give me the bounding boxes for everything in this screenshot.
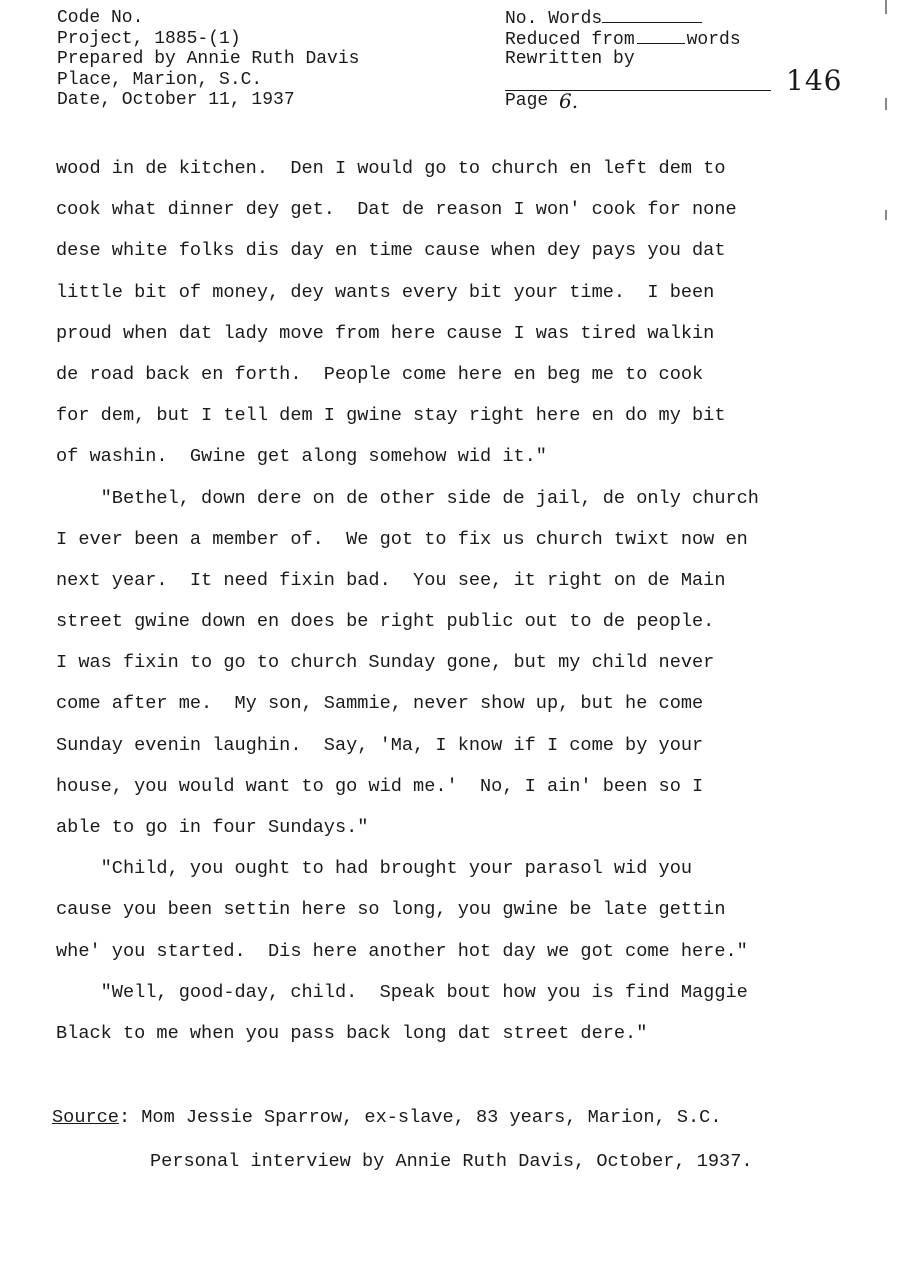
text-line: house, you would want to go wid me.' No, I ain' been so I [56,775,704,797]
page-number: 6. [559,89,579,113]
text-line: whe' you started. Dis here another hot day we got come here." [56,940,748,962]
reduced-from-line [505,29,741,50]
text-line: cause you been settin here so long, you gwine be late gettin [56,899,726,921]
place: Place, Marion, S.C. [57,69,263,90]
words-label: words [686,29,741,50]
text-line: "Child, you ought to had brought your parasol wid you [56,858,693,880]
text-line: Sunday evenin laughin. Say, 'Ma, I know if I come by your [56,734,704,756]
project: Project, 1885-(1) [57,28,241,49]
source-label: Source [52,1107,119,1128]
text-line: de road back en forth. People come here en beg me to cook [56,363,704,385]
text-line: "Well, good-day, child. Speak bout how you is find Maggie [56,981,748,1003]
text-line: dese white folks dis day en time cause when dey pays you dat [56,240,726,262]
no-words-line [505,8,741,29]
text-line: I was fixin to go to church Sunday gone, but my child never [56,652,715,674]
source-line [52,1104,722,1132]
text-line: of washin. Gwine get along somehow wid it." [56,446,547,468]
source-interview-line: Personal interview by Annie Ruth Davis, October, 1937. [150,1151,753,1172]
header-word-count-block [505,8,741,70]
rewritten-by-label: Rewritten by [505,49,635,69]
text-line: I ever been a member of. We got to fix us church twixt now en [56,528,748,550]
text-line: able to go in four Sundays." [56,817,369,838]
stamped-page-number: 146 [786,64,843,97]
interview-text [56,155,856,1061]
text-line: for dem, but I tell dem I gwine stay right here en do my bit [56,405,726,427]
scan-edge-mark [885,210,887,220]
text-line: Black to me when you pass back long dat street dere." [56,1022,648,1044]
page-label: Page [505,91,549,111]
code-no: Code No. [57,8,144,28]
header-info-block [57,8,359,111]
no-words-label: No. Words [505,9,603,29]
date: Date, October 11, 1937 [57,90,295,110]
page-number-line [505,88,578,111]
text-line: little bit of money, dey wants every bit your time. I been [56,281,715,303]
scan-edge-mark [885,98,887,110]
text-line: next year. It need fixin bad. You see, it right on de Main [56,569,726,591]
no-words-blank [602,8,702,23]
text-line: proud when dat lady move from here cause I was tired walkin [56,322,715,344]
scan-edge-mark [885,0,887,14]
text-line: street gwine down en does be right public out to de people. [56,611,715,633]
text-line: "Bethel, down dere on de other side de jail, de only church [56,487,759,509]
reduced-from-blank [637,29,685,44]
prepared-by: Prepared by Annie Ruth Davis [57,49,360,69]
text-line: come after me. My son, Sammie, never show up, but he come [56,693,704,715]
source-detail: : Mom Jessie Sparrow, ex-slave, 83 years, Marion, S.C. [118,1107,722,1128]
reduced-from-label: Reduced from [505,29,635,50]
text-line: wood in de kitchen. Den I would go to church en left dem to [56,158,726,179]
text-line: cook what dinner dey get. Dat de reason I won' cook for none [56,199,737,221]
rewritten-by-line [505,49,741,70]
